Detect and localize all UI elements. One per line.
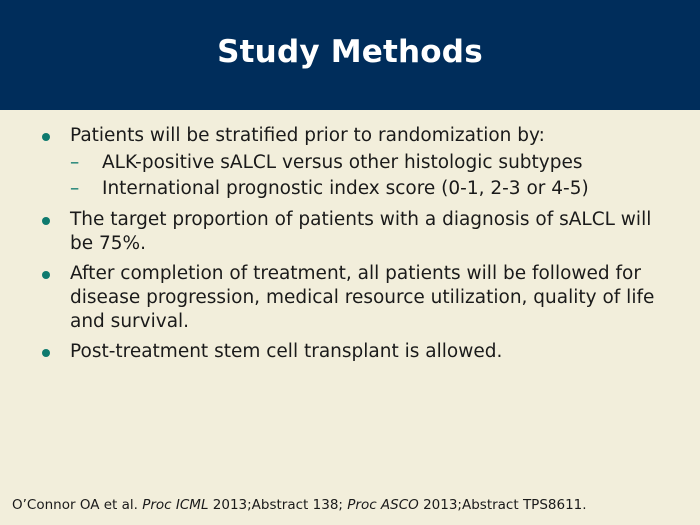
bullet-dot-icon (42, 271, 50, 279)
citation-detail-icml: 2013;Abstract 138; (208, 497, 348, 513)
bullet-text: Post-treatment stem cell transplant is allowed. (70, 341, 503, 362)
sub-bullet-text: International prognostic index score (0-1, 2-3 or 4-5) (102, 178, 589, 199)
sub-bullet-list (70, 150, 680, 202)
citation-detail-asco: 2013;Abstract TPS8611. (418, 497, 587, 513)
title-banner (0, 0, 700, 110)
sub-bullet-text: ALK-positive sALCL versus other histologic subtypes (102, 152, 583, 173)
bullet-item (40, 262, 680, 334)
bullet-text: The target proportion of patients with a diagnosis of sALCL will be 75%. (70, 209, 652, 254)
citation-source-icml: Proc ICML (142, 497, 209, 513)
bullet-dot-icon (42, 133, 50, 141)
dash-icon: – (70, 152, 80, 173)
bullet-item (40, 340, 680, 364)
citation (12, 497, 587, 513)
sub-bullet-item (70, 176, 680, 202)
sub-bullet-item (70, 150, 680, 176)
slide-title: Study Methods (217, 34, 483, 70)
bullet-dot-icon (42, 349, 50, 357)
bullet-item (40, 124, 680, 202)
bullet-dot-icon (42, 217, 50, 225)
bullet-text: Patients will be stratified prior to randomization by: (70, 125, 545, 146)
citation-source-asco: Proc ASCO (347, 497, 419, 513)
dash-icon: – (70, 178, 80, 199)
bullet-item (40, 208, 680, 256)
bullet-text: After completion of treatment, all patients will be followed for disease progression, medical resource utilization, quality of life and survival. (70, 263, 655, 332)
citation-authors: O’Connor OA et al. (12, 497, 143, 513)
bullet-list (40, 124, 680, 370)
